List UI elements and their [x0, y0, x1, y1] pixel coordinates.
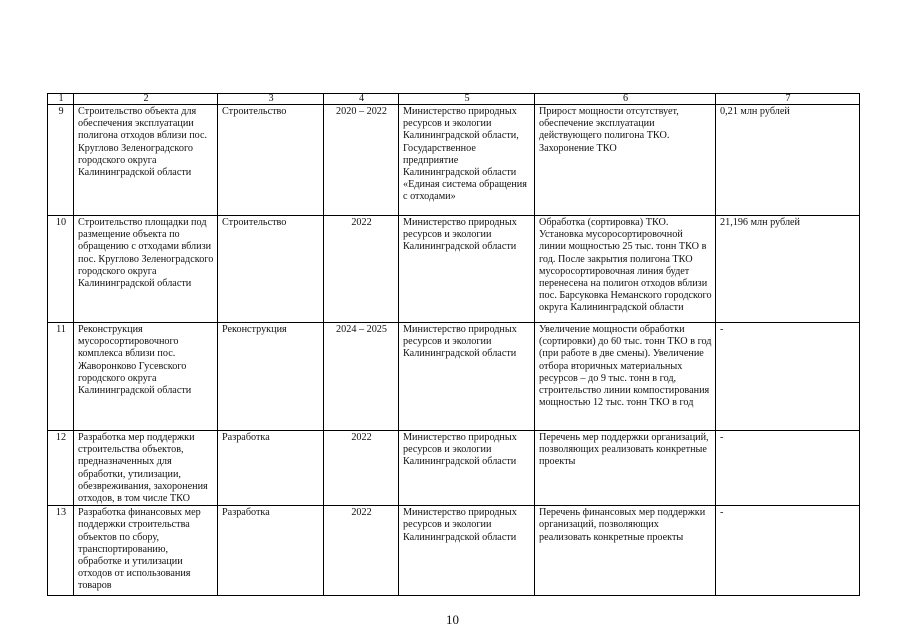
measure-name: Строительство площадки под размещение объекта по обращению с отходами вблизи пос. Круглово Зеленоградского городского округа Калининградской области [74, 216, 218, 323]
row-number: 10 [48, 216, 74, 323]
executor: Министерство природных ресурсов и экологии Калининградской области [399, 323, 535, 431]
table-row [48, 323, 860, 431]
measure-name: Разработка мер поддержки строительства объектов, предназначенных для обработки, утилизации, обезвреживания, захоронения отходов, в том числе ТКО [74, 431, 218, 506]
executor: Министерство природных ресурсов и экологии Калининградской области [399, 506, 535, 596]
executor: Министерство природных ресурсов и экологии Калининградской области, Государственное предприятие Калининградской области «Единая система обращения с отходами» [399, 105, 535, 216]
cost: - [716, 506, 860, 596]
cost: 0,21 млн рублей [716, 105, 860, 216]
period: 2022 [324, 431, 399, 506]
table-header-row [48, 94, 860, 105]
cost: 21,196 млн рублей [716, 216, 860, 323]
expected-result: Прирост мощности отсутствует, обеспечение эксплуатации действующего полигона ТКО. Захоронение ТКО [535, 105, 716, 216]
measure-type: Реконструкция [218, 323, 324, 431]
measure-name: Строительство объекта для обеспечения эксплуатации полигона отходов вблизи пос. Кругловo Зеленоградского городского округа Калининградской области [74, 105, 218, 216]
row-number: 9 [48, 105, 74, 216]
header-cell: 2 [74, 94, 218, 105]
cost: - [716, 431, 860, 506]
period: 2022 [324, 216, 399, 323]
table-row [48, 506, 860, 596]
executor: Министерство природных ресурсов и экологии Калининградской области [399, 216, 535, 323]
expected-result: Обработка (сортировка) ТКО. Установка мусоросортировочной линии мощностью 25 тыс. тонн ТКО в год. После закрытия полигона ТКО мусоросортировочная линия будет перенесена на полигон отходов вблизи пос. Барсуковка Неманского городского округа Калининградской области [535, 216, 716, 323]
header-cell: 1 [48, 94, 74, 105]
measure-type: Строительство [218, 216, 324, 323]
measure-name: Разработка финансовых мер поддержки строительства объектов по сбору, транспортированию, обработке и утилизации отходов от использования товаров [74, 506, 218, 596]
measure-type: Разработка [218, 431, 324, 506]
measure-type: Разработка [218, 506, 324, 596]
header-cell: 4 [324, 94, 399, 105]
table-row [48, 105, 860, 216]
measure-name: Реконструкция мусоросортировочного комплекса вблизи пос. Жаворонково Гусевского городского округа Калининградской области [74, 323, 218, 431]
expected-result: Увеличение мощности обработки (сортировки) до 60 тыс. тонн ТКО в год (при работе в две смены). Увеличение отбора вторичных материальных ресурсов – до 9 тыс. тонн в год, строительство линии компостирования мощностью 12 тыс. тонн ТКО в год [535, 323, 716, 431]
header-cell: 7 [716, 94, 860, 105]
measures-table [47, 93, 860, 596]
row-number: 11 [48, 323, 74, 431]
expected-result: Перечень финансовых мер поддержки организаций, позволяющих реализовать конкретные проекты [535, 506, 716, 596]
row-number: 12 [48, 431, 74, 506]
expected-result: Перечень мер поддержки организаций, позволяющих реализовать конкретные проекты [535, 431, 716, 506]
header-cell: 5 [399, 94, 535, 105]
row-number: 13 [48, 506, 74, 596]
period: 2024 – 2025 [324, 323, 399, 431]
header-cell: 3 [218, 94, 324, 105]
cost: - [716, 323, 860, 431]
page-number: 10 [446, 612, 459, 627]
executor: Министерство природных ресурсов и экологии Калининградской области [399, 431, 535, 506]
measure-type: Строительство [218, 105, 324, 216]
period: 2020 – 2022 [324, 105, 399, 216]
period: 2022 [324, 506, 399, 596]
table-row [48, 431, 860, 506]
header-cell: 6 [535, 94, 716, 105]
table-row [48, 216, 860, 323]
